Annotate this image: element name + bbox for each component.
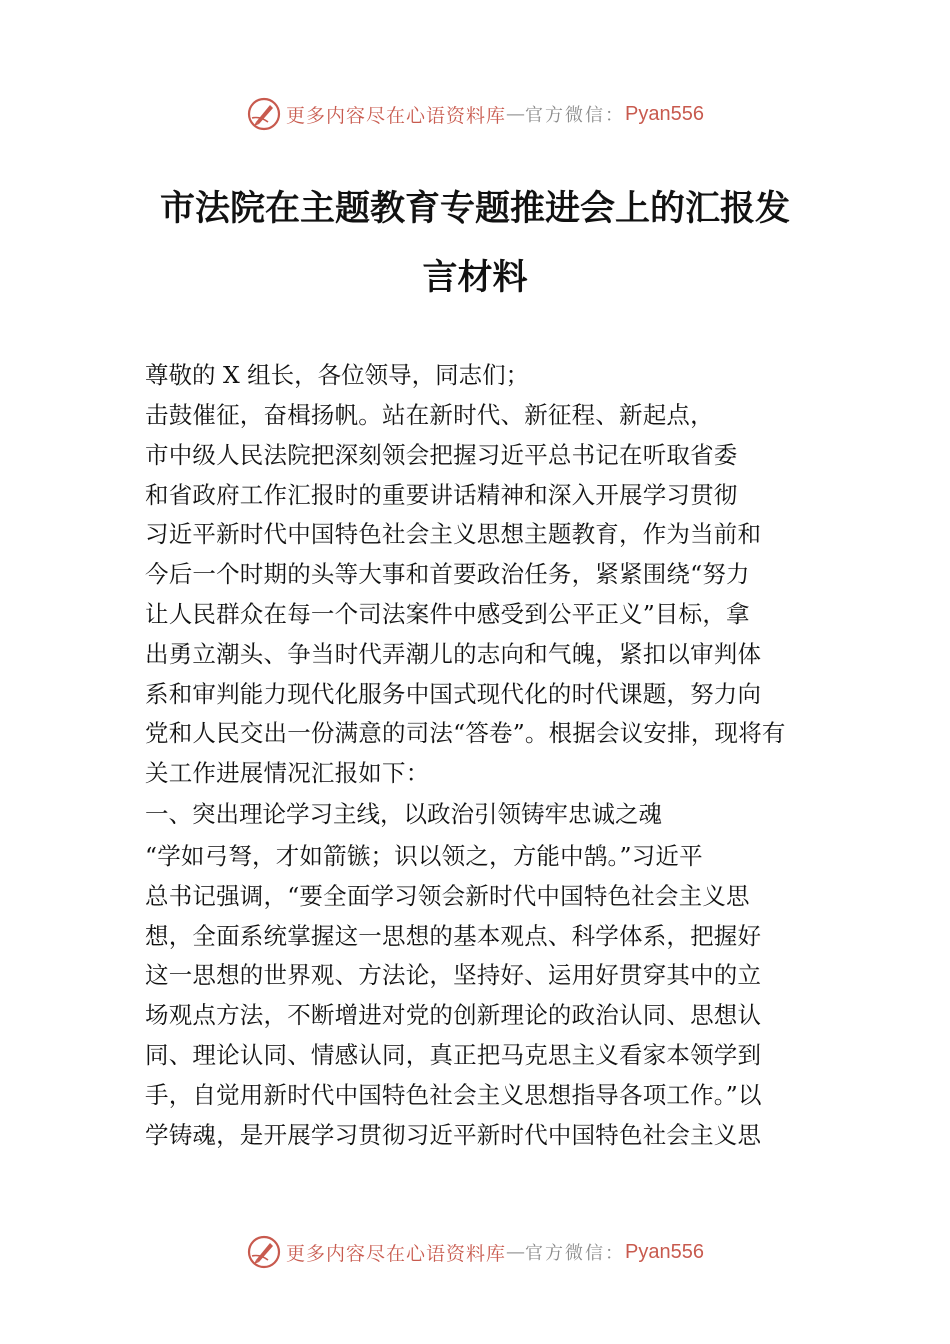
- paragraph-line: 市中级人民法院把深刻领会把握习近平总书记在听取省委: [145, 440, 738, 469]
- banner-wechat-id: Pyan556: [625, 102, 704, 125]
- paragraph-line: 学铸魂，是开展学习贯彻习近平新时代中国特色社会主义思: [145, 1120, 762, 1149]
- section-heading-1: 一、突出理论学习主线，以政治引领铸牢忠诚之魂: [145, 800, 662, 828]
- paragraph-line: 总书记强调，“要全面学习领会新时代中国特色社会主义思: [145, 881, 750, 910]
- paragraph-line: “学如弓弩，才如箭镞；识以领之，方能中鹄。”习近平: [145, 842, 703, 870]
- paragraph-line: 场观点方法，不断增进对党的创新理论的政治认同、思想认: [145, 1001, 762, 1030]
- paragraph-2: [145, 837, 815, 1155]
- paragraph-line: 想，全面系统掌握这一思想的基本观点、科学体系，把握好: [145, 921, 762, 950]
- paragraph-line: 党和人民交出一份满意的司法“答卷”。根据会议安排，现将有: [145, 719, 786, 748]
- paragraph-line: 出勇立潮头、争当时代弄潮儿的志向和气魄，紧扣以审判体: [145, 639, 762, 668]
- paragraph-line: 击鼓催征，奋楫扬帆。站在新时代、新征程、新起点，: [145, 401, 714, 429]
- banner-wechat-id: Pyan556: [625, 1240, 704, 1263]
- paragraph-line: 这一思想的世界观、方法论，坚持好、运用好贯穿其中的立: [145, 961, 762, 990]
- paragraph-line: 同、理论认同、情感认同，真正把马克思主义看家本领学到: [145, 1040, 762, 1069]
- paragraph-line: 系和审判能力现代化服务中国式现代化的时代课题，努力向: [145, 679, 762, 708]
- paragraph-line: 习近平新时代中国特色社会主义思想主题教育，作为当前和: [145, 520, 762, 549]
- salutation: 尊敬的 X 组长，各位领导，同志们；: [145, 361, 530, 389]
- paragraph-line: 手，自觉用新时代中国特色社会主义思想指导各项工作。”以: [145, 1080, 762, 1109]
- banner-text: 更多内容尽在心语资料库: [286, 104, 507, 127]
- paragraph-line: 今后一个时期的头等大事和首要政治任务，紧紧围绕“努力: [145, 560, 750, 589]
- document-title-line-1: 市法院在主题教育专题推进会上的汇报发: [159, 188, 790, 229]
- paragraph-line: 和省政府工作汇报时的重要讲话精神和深入开展学习贯彻: [145, 480, 738, 509]
- banner-text: 更多内容尽在心语资料库: [286, 1242, 507, 1265]
- header-banner: [0, 94, 950, 134]
- footer-banner: [0, 1232, 950, 1272]
- quill-pen-logo-icon: [246, 96, 282, 132]
- paragraph-line: 关工作进展情况汇报如下：: [145, 759, 430, 788]
- paragraph-line: 让人民群众在每一个司法案件中感受到公平正义”目标，拿: [145, 599, 750, 628]
- paragraph-1: [145, 396, 815, 794]
- banner-separator: —: [506, 103, 526, 125]
- quill-pen-logo-icon: [246, 1234, 282, 1270]
- banner-wechat-label: 官方微信：: [525, 1243, 626, 1264]
- banner-separator: —: [506, 1241, 526, 1263]
- banner-wechat-label: 官方微信：: [525, 105, 626, 126]
- document-title-line-2: 言材料: [422, 257, 528, 298]
